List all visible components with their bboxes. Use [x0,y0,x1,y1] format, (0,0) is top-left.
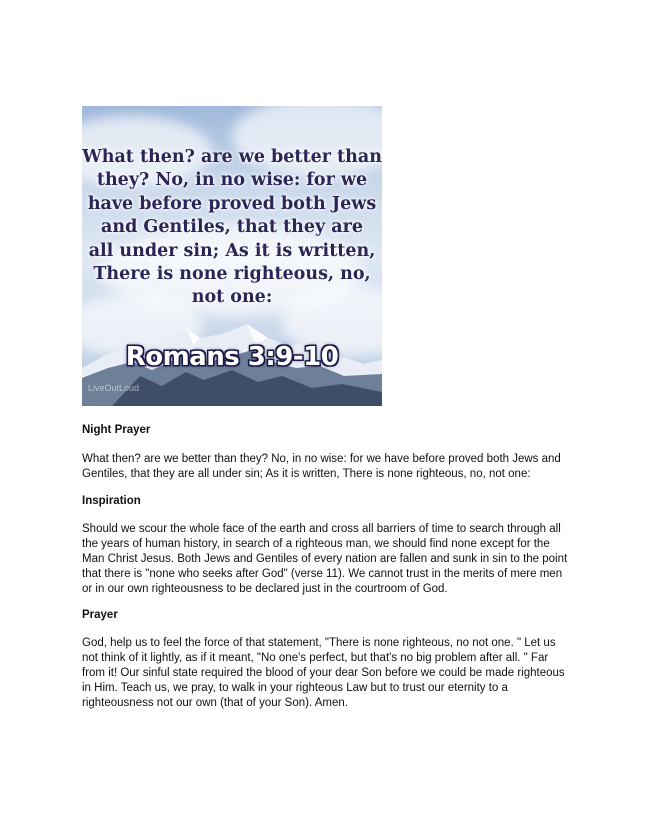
verse-text: What then? are we better than they? No, in no wise: for we have before proved both Jews and Gentiles, that they are all under sin; As it is written, There is none righteous, no, not one: [82,147,382,308]
prayer-text: God, help us to feel the force of that statement, "There is none righteous, no not one. " Let us not think of it lightly, as if it meant, "No one's perfect, but that's no big problem after all. " Far from it! Our sinful state required the blood of your dear Son before we could be made righteous in Him. Teach us, we pray, to walk in your righteous Law but to trust our eternity to a righteousness not our own (that of your Son). Amen. [82,637,565,710]
inspiration-text: Should we scour the whole face of the earth and cross all barriers of time to search through all the years of human history, in search of a righteous man, we should find none except for the Man Christ Jesus. Both Jews and Gentiles of every nation are fallen and sunk in sin to the point that there is "none who seeks after God" (verse 11). We cannot trust in the merits of mere men or in our own righteousness to be declared just in the courtroom of God. [82,523,568,596]
section-heading-prayer: Prayer [82,609,118,621]
section-heading-night-prayer: Night Prayer [82,424,151,436]
verse-image [82,106,382,406]
section-heading-inspiration: Inspiration [82,495,141,507]
verse-reference: Romans 3:9-10 [125,342,339,372]
night-prayer-text: What then? are we better than they? No, in no wise: for we have before proved both Jews and Gentiles, that they are all under sin; As it is written, There is none righteous, no, not one: [82,453,561,481]
watermark-text: LiveOutLoud [88,383,140,393]
